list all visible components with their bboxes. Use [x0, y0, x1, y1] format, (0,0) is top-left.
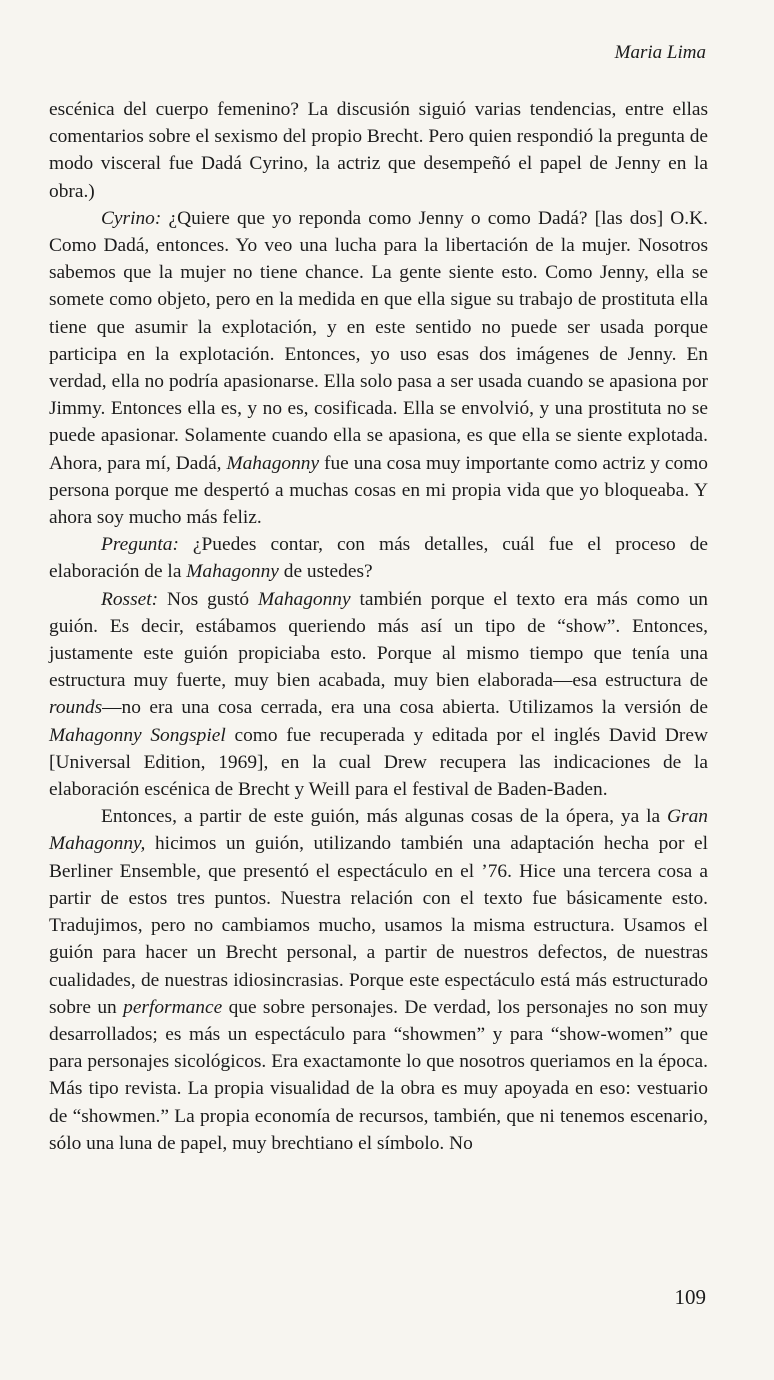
body-text — [49, 96, 708, 1157]
italic-run: Mahagonny Songspiel — [49, 724, 226, 746]
text-run: también porque el texto era más como un guión. Es decir, estábamos queriendo más así un tipo de “show”. Entonces, justamente este guión propiciaba esto. Porque al mismo tiempo que tenía una estructura muy fuerte, muy bien acabada, muy bien elaborada—esa estructura de — [49, 588, 708, 692]
text-run: escénica del cuerpo femenino? La discusión siguió varias tendencias, entre ellas comentarios sobre el sexismo del propio Brecht. Pero quien respondió la pregunta de modo visceral fue Dadá Cyrino, la actriz que desempeñó el papel de Jenny en la obra.) — [49, 99, 708, 202]
text-run: Entonces, a partir de este guión, más algunas cosas de la ópera, ya la — [101, 806, 668, 828]
italic-run: Mahagonny — [257, 588, 351, 610]
italic-run: Cyrino: — [101, 207, 162, 229]
paragraph-5 — [49, 803, 708, 1157]
italic-run: Mahagonny — [226, 452, 320, 474]
italic-run: Pregunta: — [101, 534, 179, 556]
italic-run: Mahagonny — [186, 561, 279, 583]
text-run: Nos gustó — [158, 588, 258, 610]
running-head: Maria Lima — [614, 42, 706, 63]
text-run: ¿Quiere que yo reponda como Jenny o como Dadá? [las dos] O.K. Como Dadá, entonces. Yo veo una lucha para la libertación de la mujer. Nosotros sabemos que la mujer no tiene chance. La gente siente esto. Como Jenny, ella se somete como objeto, pero en la medida en que ella sigue su trabajo de prostituta ella tiene que asumir la explotación, y en este sentido no puede ser usada porque participa en la explotación. Entonces, yo uso esas dos imágenes de Jenny. En verdad, ella no podría apasionarse. Ella solo pasa a ser usada cuando se apasiona por Jimmy. Entonces ella es, y no es, cosificada. Ella se envolvió, y una prostituta no se puede apasionar. Solamente cuando ella se apasiona, es que ella se siente explotada. Ahora, para mí, Dadá, — [49, 207, 708, 474]
text-run: que sobre personajes. De verdad, los personajes no son muy desarrollados; es más un espectáculo para “showmen” y para “show-women” que para personajes sicológicos. Era exactamonte lo que nosotros queriamos en la época. Más tipo revista. La propia visualidad de la obra es muy apoyada en eso: vestuario de “showmen.” La propia economía de recursos, también, que ni tenemos escenario, sólo una luna de papel, muy brechtiano el símbolo. No — [49, 996, 708, 1154]
paragraph-3 — [49, 531, 708, 585]
text-run: —no era una cosa cerrada, era una cosa abierta. Utilizamos la versión de — [102, 697, 708, 719]
italic-run: Rosset: — [101, 588, 159, 610]
paragraph-4 — [49, 586, 708, 804]
paragraph-2 — [49, 205, 708, 531]
italic-run: rounds — [49, 697, 103, 719]
text-run: de ustedes? — [278, 561, 373, 583]
italic-run: performance — [123, 996, 223, 1018]
text-run: como fue recuperada y editada por el inglés David Drew [Universal Edition, 1969], en la cual Drew recupera las indicaciones de la elaboración escénica de Brecht y Weill para el festival de Baden-Baden. — [49, 724, 708, 801]
italic-run: Gran Mahagonny, — [49, 806, 708, 855]
paragraph-1 — [49, 96, 708, 205]
text-run: hicimos un guión, utilizando también una adaptación hecha por el Berliner Ensemble, que presentó el espectáculo en el ’76. Hice una tercera cosa a partir de estos tres puntos. Nuestra relación con el texto fue básicamente esto. Tradujimos, pero no cambiamos mucho, usamos la misma estructura. Usamos el guión para hacer un Brecht personal, a partir de nuestros defectos, de nuestras cualidades, de nuestras idiosincrasias. Porque este espectáculo está más estructurado sobre un — [49, 833, 708, 1018]
text-run: fue una cosa muy importante como actriz y como persona porque me despertó a muchas cosas en mi propia vida que yo bloqueaba. Y ahora soy mucho más feliz. — [49, 452, 708, 529]
page-number: 109 — [674, 1285, 706, 1309]
text-run: ¿Puedes contar, con más detalles, cuál fue el proceso de elaboración de la — [49, 534, 708, 583]
